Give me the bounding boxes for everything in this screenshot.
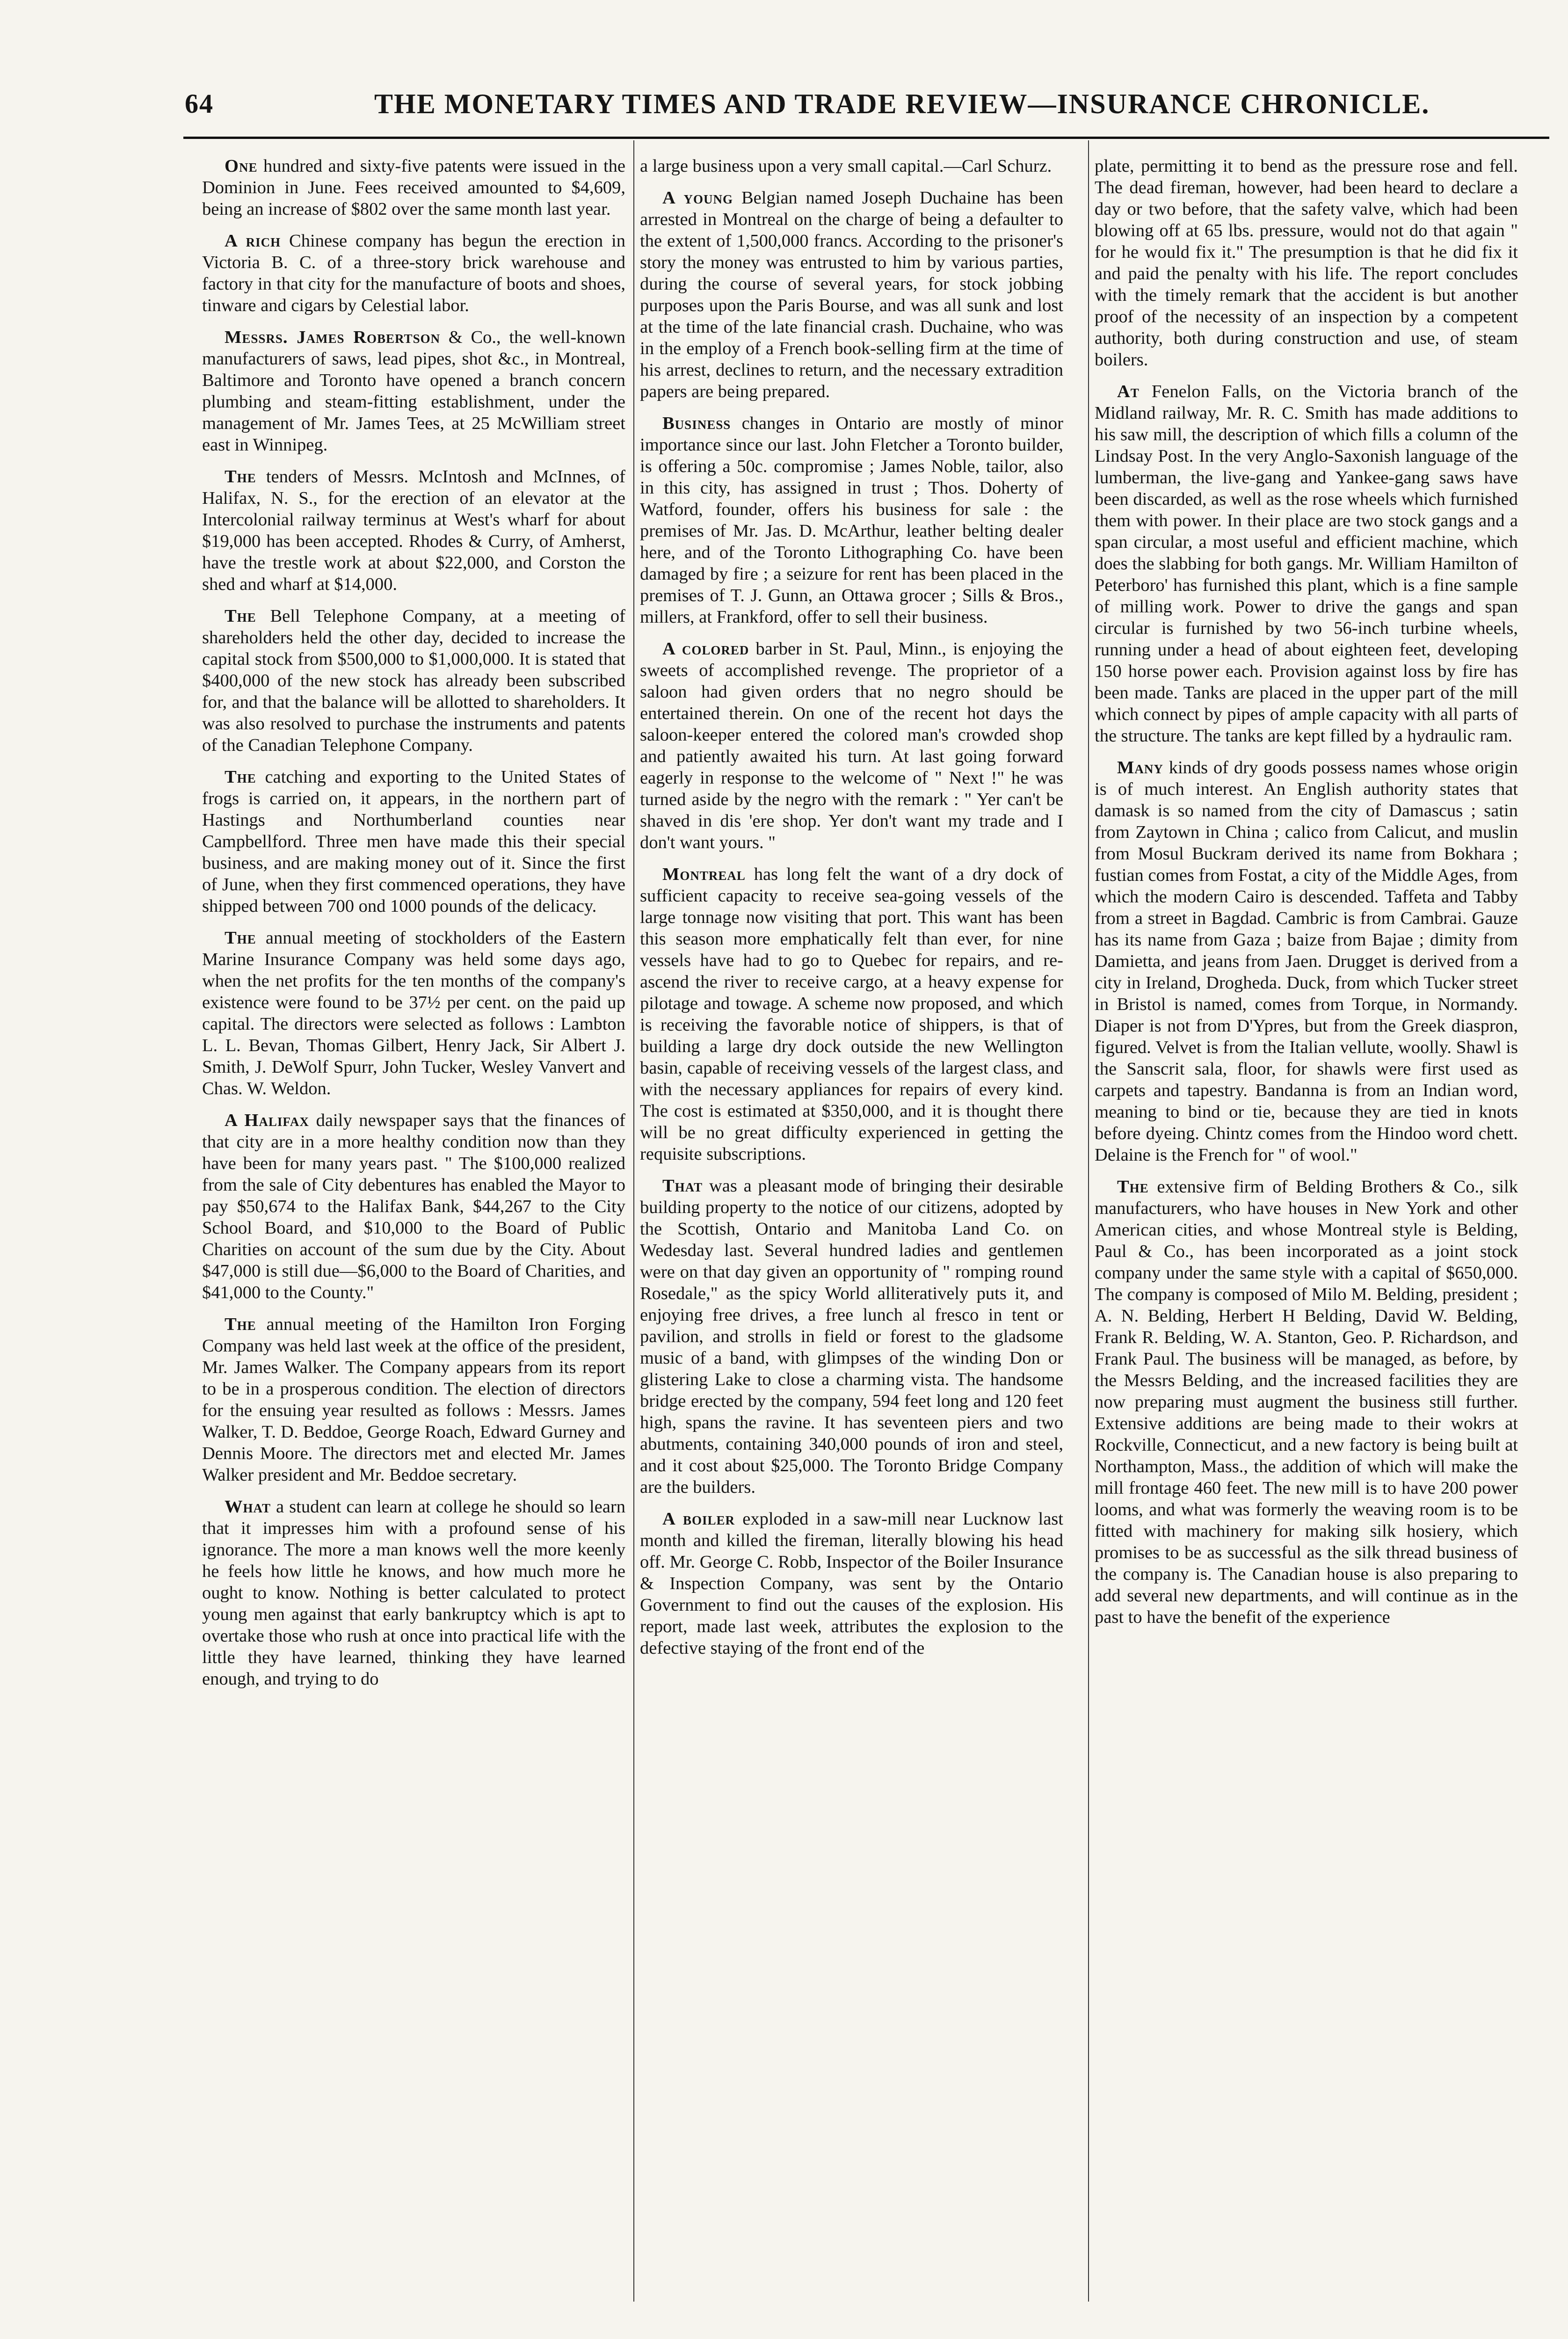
paragraph-text: Belgian named Joseph Duchaine has been arrested in Montreal on the charge of being a defaulter to the extent of 1,500,000 francs. According to the prisoner's story the money was entrusted to him by various parties, during the course of several years, for stock jobbing purposes upon the Paris Bourse, and was all sunk and lost at the time of the late financial crash. Duchaine, who was in the employ of a French book-selling firm at the time of his arrest, declines to return, and the necessary extradition papers are being prepared. <box>640 188 1063 401</box>
paragraph-text: changes in Ontario are mostly of minor importance since our last. John Fletcher a Toronto builder, is offering a 50c. compromise ; James Noble, tailor, also in this city, has assigned in trust ; Thos. Doherty of Watford, founder, offers his business for sale : the premises of Mr. Jas. D. McArthur, leather belting dealer here, and of the Toronto Lithographing Co. have been damaged by fire ; a seizure for rent has been placed in the premises of T. J. Gunn, an Ottawa grocer ; Sills & Bros., millers, at Frankford, offer to sell their business. <box>640 414 1063 627</box>
news-paragraph <box>202 927 625 1099</box>
paragraph-text: catching and exporting to the United States of frogs is carried on, it appears, in the northern part of Hastings and Northumberland counties near Campbellford. Three men have made this their special business, and are making money out of it. Since the first of June, when they first commenced operations, they have shipped between 700 ond 1000 pounds of the delicacy. <box>202 767 625 916</box>
news-paragraph <box>202 155 625 220</box>
news-paragraph <box>1095 155 1518 370</box>
page-title: THE MONETARY TIMES AND TRADE REVIEW—INSURANCE CHRONICLE. <box>374 88 1430 119</box>
article-column-1 <box>202 155 625 2307</box>
paragraph-text: & Co., the well-known manufacturers of saws, lead pipes, shot &c., in Montreal, Baltimore and Toronto have opened a branch concern plumbing and steam-fitting establishment, under the management of Mr. James Tees, at 25 McWilliam street east in Winnipeg. <box>202 327 625 455</box>
news-paragraph <box>1095 1176 1518 1628</box>
paragraph-lead: A rich <box>225 231 281 251</box>
paragraph-lead: Messrs. James Robertson <box>225 327 441 347</box>
paragraph-lead: That <box>662 1176 703 1196</box>
paragraph-lead: Many <box>1117 758 1163 777</box>
paragraph-text: tenders of Messrs. McIntosh and McInnes, of Halifax, N. S., for the erection of an elevator at the Intercolonial railway terminus at West's wharf for about $19,000 has been accepted. Rhodes & Curry, of Amherst, have the trestle work at about $22,000, and Corston the shed and wharf at $14,000. <box>202 467 625 594</box>
paragraph-lead: One <box>225 156 258 176</box>
paragraph-text: a student can learn at college he should so learn that it impresses him with a profound sense of his ignorance. The more a man knows well the more keenly he feels how little he knows, and how much more he ought to know. Nothing is better calculated to protect young men against that early bankruptcy which is apt to overtake those who rush at once into practical life with the little they have learned, thinking they have learned enough, and trying to do <box>202 1497 625 1689</box>
news-paragraph <box>202 1496 625 1690</box>
paragraph-text: was a pleasant mode of bringing their desirable building property to the notice of our citizens, adopted by the Scottish, Ontario and Manitoba Land Co. on Wedesday last. Several hundred ladies and gentlemen were on that day given an opportunity of " romping round Rosedale," as the spicy World alliteratively puts it, and enjoying free drives, a free lunch al fresco in tent or pavilion, and strolls in field or forest to the gladsome music of a band, with glimpses of the winding Don or glistering Lake to close a charming vista. The handsome bridge erected by the company, 594 feet long and 120 feet high, spans the ravine. It has seventeen piers and two abutments, containing 340,000 pounds of iron and steel, and it cost about $25,000. The Toronto Bridge Company are the builders. <box>640 1176 1063 1497</box>
paragraph-lead: At <box>1117 382 1140 401</box>
column-divider <box>633 140 634 2302</box>
paragraph-lead: What <box>225 1497 271 1517</box>
article-column-2 <box>640 155 1063 2307</box>
paragraph-text: exploded in a saw-mill near Lucknow last month and killed the fireman, literally blowing his head off. Mr. George C. Robb, Inspector of the Boiler Insurance & Inspection Company, was sent by the Ontario Government to find out the causes of the explosion. His report, made last week, attributes the explosion to the defective staying of the front end of the <box>640 1509 1063 1658</box>
paragraph-text: annual meeting of the Hamilton Iron Forging Company was held last week at the office of the president, Mr. James Walker. The Company appears from its report to be in a prosperous condition. The election of directors for the ensuing year resulted as follows : Messrs. James Walker, T. D. Beddoe, George Roach, Edward Gurney and Dennis Moore. The directors met and elected Mr. James Walker president and Mr. Beddoe secretary. <box>202 1315 625 1485</box>
paragraph-text: Chinese company has begun the erection in Victoria B. C. of a three-story brick warehouse and factory in that city for the manufacture of boots and shoes, tinware and cigars by Celestial labor. <box>202 231 625 315</box>
paragraph-text: kinds of dry goods possess names whose origin is of much interest. An English authority states that damask is so named from the city of Damascus ; satin from Zaytown in China ; calico from Calicut, and muslin from Mosul Buckram derived its name from Bokhara ; fustian comes from Fostat, a city of the Middle Ages, from which the modern Cairo is descended. Taffeta and Tabby from a street in Bagdad. Cambric is from Cambrai. Gauze has its name from Gaza ; baize from Bajae ; dimity from Damietta, and jeans from Jaen. Drugget is derived from a city in Ireland, Drogheda. Duck, from which Tucker street in Bristol is named, comes from Torque, in Normandy. Diaper is not from D'Ypres, but from the Greek diaspron, figured. Velvet is from the Italian vellute, woolly. Shawl is the Sanscrit sala, floor, for shawls were first used as carpets and tapestry. Bandanna is from an Indian word, meaning to bind or tie, because they are tied in knots before dyeing. Chintz comes from the Hindoo word chett. Delaine is the French for " of wool." <box>1095 758 1518 1165</box>
paragraph-lead: The <box>225 1315 256 1334</box>
paragraph-lead: The <box>225 767 256 787</box>
paragraph-lead: The <box>225 928 256 948</box>
paragraph-text: Fenelon Falls, on the Victoria branch of the Midland railway, Mr. R. C. Smith has made additions to his saw mill, the description of which fills a column of the Lindsay Post. In the very Anglo-Saxonish language of the lumberman, the live-gang and Yankee-gang saws have been discarded, as well as the rose wheels which furnished them with power. In their place are two stock gangs and a span circular, a most useful and efficient machine, which does the slabbing for both gangs. Mr. William Hamilton of Peterboro' has furnished this plant, which is a fine sample of milling work. Power to drive the gangs and span circular is furnished by two 56-inch turbine wheels, running under a head of about eighteen feet, developing 150 horse power each. Provision against loss by fire has been made. Tanks are placed in the upper part of the mill which connect by pipes of ample capacity with all parts of the structure. The tanks are kept filled by a hydraulic ram. <box>1095 382 1518 746</box>
paragraph-text: a large business upon a very small capital.—Carl Schurz. <box>640 156 1052 176</box>
paragraph-lead: The <box>225 467 256 487</box>
news-paragraph <box>640 638 1063 853</box>
paragraph-lead: The <box>225 606 256 626</box>
paragraph-text: extensive firm of Belding Brothers & Co., silk manufacturers, who have houses in New York and other American cities, and whose Montreal style is Belding, Paul & Co., has been incorporated as a joint stock company under the same style with a capital of $650,000. The company is composed of Milo M. Belding, president ; A. N. Belding, Herbert H Belding, David W. Belding, Frank R. Belding, W. A. Stanton, Geo. P. Richardson, and Frank Paul. The business will be managed, as before, by the Messrs Belding, and the increased facilities they are now preparing must augment the business still further. Extensive additions are being made to their wokrs at Rockville, Connecticut, and a new factory is being built at Northampton, Mass., the addition of which will make the mill frontage 460 feet. The new mill is to have 200 power looms, and what was formerly the weaving room is to be fitted with machinery for making silk hosiery, which promises to be as successful as the silk thread business of the company is. The Canadian house is also preparing to add several new departments, and will continue as in the past to have the benefit of the experience <box>1095 1177 1518 1627</box>
paragraph-text: Bell Telephone Company, at a meeting of shareholders held the other day, decided to increase the capital stock from $500,000 to $1,000,000. It is stated that $400,000 of the new stock has already been subscribed for, and that the balance will be allotted to shareholders. It was also resolved to purchase the instruments and patents of the Canadian Telephone Company. <box>202 606 625 755</box>
news-paragraph <box>640 413 1063 628</box>
news-paragraph <box>640 1175 1063 1498</box>
paragraph-text: has long felt the want of a dry dock of sufficient capacity to receive sea-going vessels of the large tonnage now visiting that port. This want has been this season more emphatically felt than ever, for nine vessels have had to go to Quebec for repairs, and re-ascend the river to receive cargo, at a heavy expense for pilotage and towage. A scheme now proposed, and which is receiving the favorable notice of shippers, is that of building a large dry dock outside the new Wellington basin, capable of receiving vessels of the largest class, and with the necessary appliances for repairs of every kind. The cost is estimated at $350,000, and it is thought there will be no great difficulty experienced in getting the requisite subscriptions. <box>640 864 1063 1164</box>
header-rule <box>183 137 1549 139</box>
news-paragraph <box>202 766 625 917</box>
news-paragraph <box>202 1110 625 1303</box>
paragraph-text: daily newspaper says that the finances of that city are in a more healthy condition now than they have been for many years past. " The $100,000 realized from the sale of City debentures has enabled the Mayor to pay $50,674 to the Halifax Bank, $44,267 to the City School Board, and $10,000 to the Board of Public Charities on account of the sum due by the City. About $47,000 is still due—$6,000 to the Board of Charities, and $41,000 to the County." <box>202 1111 625 1302</box>
news-paragraph <box>1095 381 1518 747</box>
paragraph-lead: A Halifax <box>225 1111 309 1130</box>
news-paragraph <box>640 187 1063 402</box>
page-number: 64 <box>185 88 214 119</box>
paragraph-text: plate, permitting it to bend as the pressure rose and fell. The dead fireman, however, had been heard to declare a day or two before, that the safety valve, which had been blowing off at 65 lbs. pressure, would not do that again " for he would fix it." The presumption is that he did fix it and paid the penalty with his life. The report concludes with the timely remark that the accident is but another proof of the necessity of an inspection by a competent authority, both during construction and use, of steam boilers. <box>1095 156 1518 370</box>
paragraph-text: annual meeting of stockholders of the Eastern Marine Insurance Company was held some days ago, when the net profits for the ten months of the company's existence were found to be 37½ per cent. on the paid up capital. The directors were selected as follows : Lambton L. L. Bevan, Thomas Gilbert, Henry Jack, Sir Albert J. Smith, J. DeWolf Spurr, John Tucker, Wesley Vanvert and Chas. W. Weldon. <box>202 928 625 1098</box>
news-paragraph <box>202 605 625 756</box>
paragraph-lead: A colored <box>662 639 749 659</box>
paragraph-lead: Montreal <box>662 864 746 884</box>
paragraph-text: hundred and sixty-five patents were issued in the Dominion in June. Fees received amounted to $4,609, being an increase of $802 over the same month last year. <box>202 156 625 219</box>
news-paragraph <box>202 466 625 595</box>
news-paragraph <box>1095 757 1518 1166</box>
paragraph-lead: Business <box>662 414 731 433</box>
column-divider <box>1088 140 1089 2302</box>
paragraph-lead: A boiler <box>662 1509 735 1529</box>
paragraph-lead: The <box>1117 1177 1149 1197</box>
news-paragraph <box>202 1314 625 1486</box>
news-paragraph <box>640 864 1063 1165</box>
news-paragraph <box>202 327 625 456</box>
paragraph-text: barber in St. Paul, Minn., is enjoying the sweets of accomplished revenge. The proprietor of a saloon had given orders that no negro should be entertained therein. On one of the recent hot days the saloon-keeper entered the colored man's crowded shop and patiently awaited his turn. At last going forward eagerly in response to the welcome of " Next !" he was turned aside by the negro with the remark : " Yer can't be shaved in dis 'ere shop. Yer don't want my trade and I don't want yours. " <box>640 639 1063 852</box>
paragraph-lead: A young <box>662 188 733 208</box>
article-column-3 <box>1095 155 1518 2307</box>
news-paragraph <box>202 230 625 316</box>
news-paragraph <box>640 1508 1063 1659</box>
news-paragraph <box>640 155 1063 177</box>
